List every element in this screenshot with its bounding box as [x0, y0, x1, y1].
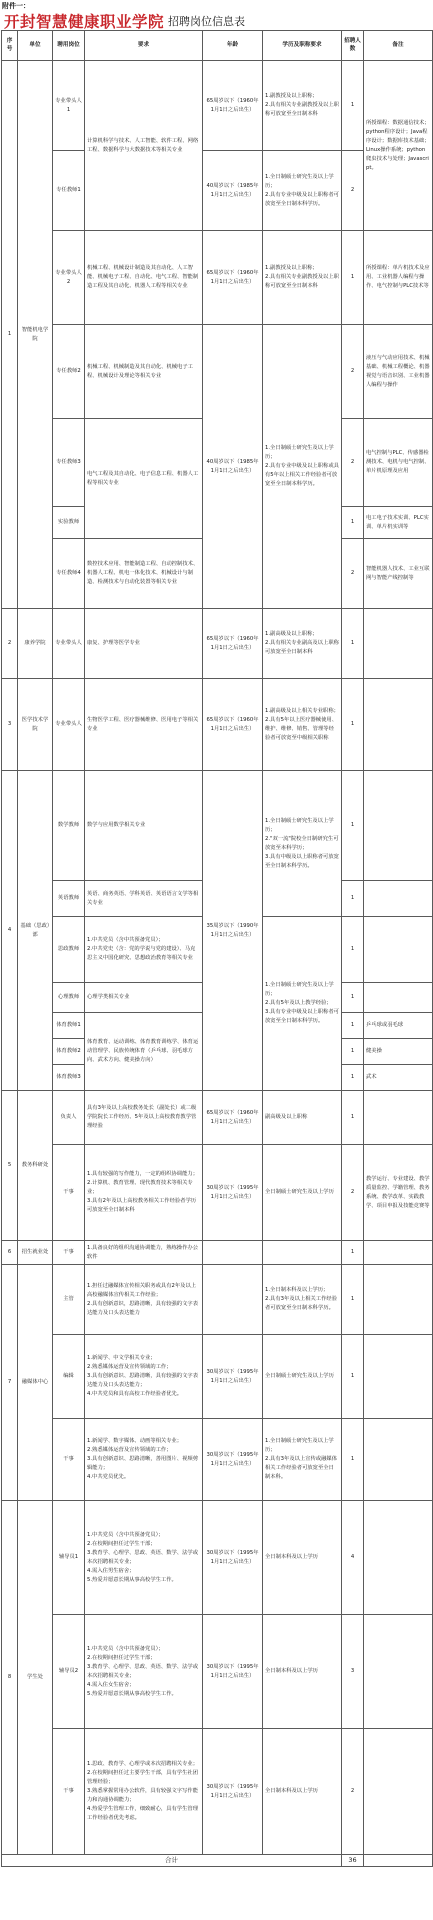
- post-cell: 专业带头人2: [53, 231, 85, 325]
- total-note: [364, 1855, 433, 1867]
- count-cell: 1: [342, 1419, 364, 1501]
- col-header: 招聘人数: [342, 31, 364, 61]
- table-row: [2, 325, 433, 419]
- post-cell: 干事: [53, 1241, 85, 1265]
- post-cell: 专业带头人: [53, 679, 85, 771]
- req-cell: 英语、商务英语、学科英语、英语语言文学等相关专业: [85, 881, 203, 917]
- age-cell: 30周岁以下（1995年1月1日之后出生）: [203, 1729, 263, 1855]
- row-no: 4: [2, 771, 18, 1091]
- edu-cell: 1.全日制硕士研究生及以上学历； 2.具有3年及以上宣传或融媒体相关工作经验者可放宽至全日制本科。: [263, 1419, 342, 1501]
- note-cell: 所授课程：数据通信技术；python程序设计；Java程序设计；数据库技术基础；Linux操作系统；python爬虫技术与处理；Javascript。: [364, 61, 433, 231]
- edu-cell: 副高级及以上职称: [263, 1091, 342, 1145]
- count-cell: 1: [342, 1013, 364, 1039]
- col-header: 学历及职称要求: [263, 31, 342, 61]
- edu-cell: 全日制本科及以上学历: [263, 1729, 342, 1855]
- post-cell: 专业带头人1: [53, 61, 85, 151]
- unit-cell: 融媒体中心: [18, 1265, 53, 1501]
- req-cell: 1.思政、教育学、心理学或本次招聘相关专业； 2.在校期间担任过主要学生干部，具有学生社团管理经验； 3.熟悉掌握常用办公软件，具有较强文字写作能力和沟通协调能力； 4.热爱学生管理工作，细致耐心，具有学生管理工作经验者优先考虑。: [85, 1729, 203, 1855]
- req-cell: 1.具有较强的写作能力，一定的组织协调能力； 2.计算机、教育管理、现代教育技术等相关专业； 3.具有2年及以上高校教务相关工作经验者学历可放宽至全日制本科: [85, 1145, 203, 1241]
- req-cell: 1.中共党员（含中共预备党员）； 2.在校期间担任过学生干部； 3.教育学、心理学、思政、英语、数学、法学或本次招聘相关专业； 4.需入住女生宿舍； 5.热爱并愿意长期从事高校学生工作。: [85, 1615, 203, 1729]
- edu-cell: [263, 1241, 342, 1265]
- count-cell: 3: [342, 1615, 364, 1729]
- post-cell: 英语教师: [53, 881, 85, 917]
- note-cell: [364, 1615, 433, 1729]
- note-cell: 电气控制与PLC、传感器检测技术、电机与电气控制、单片机原理及应用: [364, 419, 433, 507]
- post-cell: 专任教师2: [53, 325, 85, 419]
- post-cell: 编辑: [53, 1335, 85, 1419]
- req-cell: 1.担任过融媒体宣传相关职务或具有2年及以上高校融媒体宣传相关工作经验； 2.具有创新意识，思路清晰，具有较强的文字表达能力及口头表达能力: [85, 1265, 203, 1335]
- count-cell: 1: [342, 1241, 364, 1265]
- edu-cell: 全日制硕士研究生及以上学历: [263, 1145, 342, 1241]
- unit-cell: 康养学院: [18, 609, 53, 679]
- note-cell: 智能机器人技术、工业互联网与智能产线控制等: [364, 539, 433, 609]
- req-cell: 康复、护理等医学专业: [85, 609, 203, 679]
- count-cell: 2: [342, 1729, 364, 1855]
- age-cell: 65周岁以下（1960年1月1日之后出生）: [203, 1091, 263, 1145]
- count-cell: 1: [342, 61, 364, 151]
- note-cell: [364, 1335, 433, 1419]
- age-cell: 30周岁以下（1995年1月1日之后出生）: [203, 1335, 263, 1419]
- table-row: [2, 771, 433, 881]
- req-cell: 数学与应用数学相关专业: [85, 771, 203, 881]
- age-cell: 65周岁以下（1960年1月1日之后出生）: [203, 679, 263, 771]
- note-cell: 健美操: [364, 1039, 433, 1065]
- count-cell: 4: [342, 1501, 364, 1615]
- post-cell: 数学教师: [53, 771, 85, 881]
- total-row: [2, 1855, 433, 1867]
- table-row: [2, 1419, 433, 1501]
- row-no: 3: [2, 679, 18, 771]
- post-cell: 负责人: [53, 1091, 85, 1145]
- table-row: [2, 1729, 433, 1855]
- row-no: 2: [2, 609, 18, 679]
- edu-cell: 1.全日制硕士研究生及以上学历； 2."双一流"院校全日制研究生可放宽至本科学历； 3.具有中级及以上职称者可放宽至全日制本科学历。: [263, 771, 342, 917]
- row-no: 5: [2, 1091, 18, 1241]
- req-cell: 生物医学工程、医疗器械维修、医用电子等相关专业: [85, 679, 203, 771]
- count-cell: 1: [342, 983, 364, 1013]
- post-cell: 专业带头人: [53, 609, 85, 679]
- col-header: 聘用岗位: [53, 31, 85, 61]
- req-cell: 1.新闻学、中文学相关专业； 2.熟悉媒体运营及宣传领域的工作； 3.具有创新意识、思路清晰，具有较强的文字表达能力及口头表达能力； 4.中共党员和具有高校工作经验者优先。: [85, 1335, 203, 1419]
- edu-cell: 1.全日制硕士研究生及以上学历； 2.具有5年及以上教学经验； 3.具有专业中级及以上职称者可放宽至全日制本科学历。: [263, 917, 342, 1091]
- count-cell: 1: [342, 771, 364, 881]
- age-cell: 65周岁以下（1960年1月1日之后出生）: [203, 231, 263, 325]
- count-cell: 1: [342, 231, 364, 325]
- table-row: [2, 1501, 433, 1615]
- age-cell: 30周岁以下（1995年1月1日之后出生）: [203, 1501, 263, 1615]
- col-header: 序号: [2, 31, 18, 61]
- post-cell: 辅导员1: [53, 1501, 85, 1615]
- unit-cell: 医学技术学院: [18, 679, 53, 771]
- table-row: [2, 1335, 433, 1419]
- edu-cell: 1.全日制硕士研究生及以上学历； 2.具有专业中级及以上职称或具有5年以上相关工作经验者可放宽至全日制本科学历。: [263, 325, 342, 609]
- count-cell: 2: [342, 539, 364, 609]
- req-cell: 1.具备良好的组织沟通协调能力，熟练操作办公软件: [85, 1241, 203, 1265]
- unit-cell: 智能机电学院: [18, 61, 53, 609]
- table-row: [2, 1145, 433, 1241]
- count-cell: 1: [342, 679, 364, 771]
- col-header: 备注: [364, 31, 433, 61]
- note-cell: [364, 1729, 433, 1855]
- note-cell: 武术: [364, 1065, 433, 1091]
- count-cell: 1: [342, 609, 364, 679]
- row-no: 6: [2, 1241, 18, 1265]
- note-cell: [364, 881, 433, 917]
- table-row: [2, 609, 433, 679]
- note-cell: [364, 1419, 433, 1501]
- age-cell: 30周岁以下（1995年1月1日之后出生）: [203, 1419, 263, 1501]
- header-row: [2, 31, 433, 61]
- count-cell: 2: [342, 419, 364, 507]
- unit-cell: 基础（思政）部: [18, 771, 53, 1091]
- age-cell: 65周岁以下（1960年1月1日之后出生）: [203, 609, 263, 679]
- req-cell: 计算机科学与技术、人工智能、软件工程、网络工程、数据科学与大数据技术等相关专业: [85, 61, 203, 231]
- post-cell: 实验教师: [53, 507, 85, 539]
- age-cell: 65周岁以下（1960年1月1日之后出生）: [203, 61, 263, 151]
- recruitment-table: [1, 30, 433, 1867]
- count-cell: 1: [342, 1335, 364, 1419]
- note-cell: 教学运行、专业建设、教学质量监控、学籍管理、教务系统、教学改革、实践教学、项目申报及技能竞赛等: [364, 1145, 433, 1241]
- count-cell: 1: [342, 1039, 364, 1065]
- col-header: 要求: [85, 31, 203, 61]
- req-cell: 1.中共党员（含中共预备党员）； 2.中共党史（含：党的学说与党的建设）、马克思主义中国化研究、思想政治教育等相关专业: [85, 917, 203, 983]
- note-cell: [364, 679, 433, 771]
- note-cell: 乒乓球或羽毛球: [364, 1013, 433, 1039]
- age-cell: 40周岁以下（1985年1月1日之后出生）: [203, 325, 263, 609]
- count-cell: 2: [342, 325, 364, 419]
- age-cell: 40周岁以下（1985年1月1日之后出生）: [203, 151, 263, 231]
- age-cell: 30周岁以下（1995年1月1日之后出生）: [203, 1615, 263, 1729]
- req-cell: 机械工程、机械制造及其自动化、机械电子工程、机械设计及理论等相关专业: [85, 325, 203, 419]
- count-cell: 1: [342, 881, 364, 917]
- count-cell: 2: [342, 1145, 364, 1241]
- college-name: 开封智慧健康职业学院: [4, 12, 165, 31]
- note-cell: 所授课程：单片机技术及应用、工业机器人编程与操作、电气控制与PLC技术等: [364, 231, 433, 325]
- table-row: [2, 61, 433, 151]
- count-cell: 1: [342, 1065, 364, 1091]
- edu-cell: 1.全日制本科及以上学历； 2.具有3年及以上相关工作经验者可放宽至全日制本科学历。: [263, 1265, 342, 1335]
- note-cell: 液压与气动应用技术、机械基础、机械工程概论、机器视觉与语音识别、工业机器人编程与操作: [364, 325, 433, 419]
- req-cell: 数控技术应用、智能制造工程、自动控制技术、机器人工程、机电一体化技术、机械设计与制造、检测技术与自动化装置等相关专业: [85, 539, 203, 609]
- edu-cell: 全日制本科及以上学历: [263, 1615, 342, 1729]
- post-cell: 干事: [53, 1729, 85, 1855]
- age-cell: 30周岁以下（1995年1月1日之后出生）: [203, 1145, 263, 1241]
- table-row: [2, 1615, 433, 1729]
- post-cell: 专任教师4: [53, 539, 85, 609]
- post-cell: 体育教师1: [53, 1013, 85, 1039]
- req-cell: 1.中共党员（含中共预备党员）； 2.在校期间担任过学生干部； 3.教育学、心理学、思政、英语、数学、法学或本次招聘相关专业； 4.需入住男生宿舍； 5.热爱并愿意长期从事高校学生工作。: [85, 1501, 203, 1615]
- post-cell: 干事: [53, 1145, 85, 1241]
- age-cell: [203, 1265, 263, 1335]
- age-cell: [203, 1241, 263, 1265]
- unit-cell: 招生就业处: [18, 1241, 53, 1265]
- post-cell: 专任教师1: [53, 151, 85, 231]
- post-cell: 干事: [53, 1419, 85, 1501]
- note-cell: [364, 983, 433, 1013]
- document-title: [0, 8, 433, 30]
- edu-cell: 1.副高级及以上职称； 2.具有相关专业副高及以上职称可放宽至全日制本科: [263, 609, 342, 679]
- edu-cell: 1.副高级及以上相关专业职称； 2.具有5年以上医疗器械使用、维护、维修、销售、管理等经验者可放宽至中级相关职称: [263, 679, 342, 771]
- table-row: [2, 1091, 433, 1145]
- note-cell: [364, 917, 433, 983]
- table-subtitle: 招聘岗位信息表: [168, 15, 245, 28]
- note-cell: [364, 771, 433, 881]
- attachment-label: 附件一：: [2, 2, 30, 10]
- req-cell: 具有3年及以上高校教务处长（副处长）或二级学院院长工作经历、5年及以上高校教育教学管理经验: [85, 1091, 203, 1145]
- unit-cell: 教务科研处: [18, 1091, 53, 1241]
- row-no: 8: [2, 1501, 18, 1855]
- col-header: 单位: [18, 31, 53, 61]
- note-cell: [364, 1265, 433, 1335]
- total-label: 合计: [2, 1855, 342, 1867]
- total-count: 36: [342, 1855, 364, 1867]
- age-cell: 35周岁以下（1990年1月1日之后出生）: [203, 771, 263, 1091]
- col-header: 年龄: [203, 31, 263, 61]
- edu-cell: 全日制硕士研究生及以上学历: [263, 1335, 342, 1419]
- table-row: [2, 679, 433, 771]
- note-cell: [364, 609, 433, 679]
- req-cell: 体育教育、运动训练、体育教育训练学、体育运动管理学、民族传统体育（乒乓球、羽毛球方向、武术方向、健美操方向）: [85, 1013, 203, 1091]
- edu-cell: 全日制本科及以上学历: [263, 1501, 342, 1615]
- post-cell: 体育教师3: [53, 1065, 85, 1091]
- table-row: [2, 1241, 433, 1265]
- post-cell: 专任教师3: [53, 419, 85, 507]
- row-no: 7: [2, 1265, 18, 1501]
- post-cell: 辅导员2: [53, 1615, 85, 1729]
- post-cell: 体育教师2: [53, 1039, 85, 1065]
- req-cell: 电气工程及其自动化、电子信息工程、机器人工程等相关专业: [85, 419, 203, 539]
- note-cell: [364, 1241, 433, 1265]
- note-cell: 电工电子技术实训、PLC实训、单片机实训等: [364, 507, 433, 539]
- note-cell: [364, 1091, 433, 1145]
- count-cell: 1: [342, 507, 364, 539]
- edu-cell: 1.副教授及以上职称； 2.具有相关专业副教授及以上职称可放宽至全日制本科: [263, 61, 342, 151]
- req-cell: 心理学类相关专业: [85, 983, 203, 1013]
- count-cell: 1: [342, 1265, 364, 1335]
- count-cell: 2: [342, 151, 364, 231]
- req-cell: 机械工程、机械设计制造及其自动化、人工智能、机械电子工程、自动化、电气工程、智能制造工程及其自动化、机器人工程等相关专业: [85, 231, 203, 325]
- edu-cell: 1.副教授及以上职称； 2.具有相关专业副教授及以上职称可放宽至全日制本科: [263, 231, 342, 325]
- post-cell: 思政教师: [53, 917, 85, 983]
- post-cell: 心理教师: [53, 983, 85, 1013]
- count-cell: 1: [342, 1091, 364, 1145]
- unit-cell: 学生处: [18, 1501, 53, 1855]
- note-cell: [364, 1501, 433, 1615]
- count-cell: 1: [342, 917, 364, 983]
- table-row: [2, 231, 433, 325]
- row-no: 1: [2, 61, 18, 609]
- edu-cell: 1.全日制硕士研究生及以上学历； 2.具有专业中级及以上职称者可放宽至全日制本科学历。: [263, 151, 342, 231]
- table-row: [2, 1265, 433, 1335]
- post-cell: 主管: [53, 1265, 85, 1335]
- req-cell: 1.新闻学、数字媒体、动画等相关专业； 2.熟悉媒体运营及宣传领域的工作； 3.具有创新意识、思路清晰，善用图片、视频剪辑能力； 4.中共党员优先。: [85, 1419, 203, 1501]
